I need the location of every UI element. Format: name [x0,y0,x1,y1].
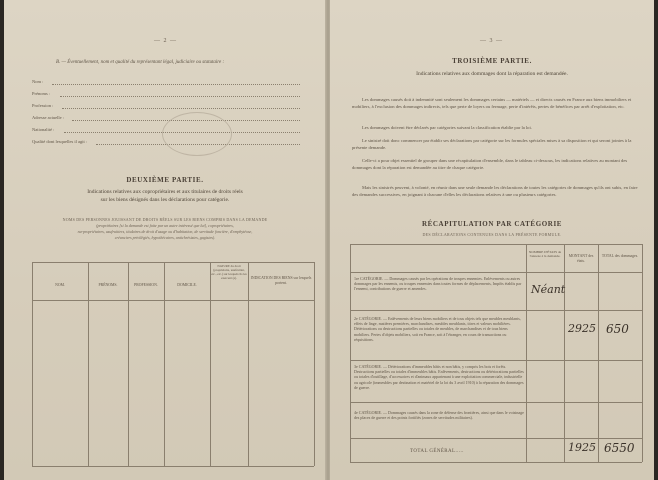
col-domicile: DOMICILE. [177,283,197,287]
field-nationalite: Nationalité : [32,127,55,132]
field-profession: Profession : [32,103,54,108]
left-page-number: — 2 — [154,38,177,44]
recap-col-count: NOMBRE D'ÉTATS de l'annexe à la demande. [528,250,562,259]
total-total: 6550 [604,441,635,455]
part-two-subtitle-1: Indications relatives aux copropriétaires et aux titulaires de droits réels [87,189,243,195]
field-prenoms: Prénoms : [32,91,51,96]
right-page [330,0,654,480]
category-2-label: 2e CATÉGORIE. — Enlèvements de leurs biens mobiliers et de tous objets tels que meubles meublants, effets de linge, matières premières, marchandises, meubles meublants, titres et valeurs mobilières. Détériorations ou destructions partielles ou totales de meubles, de marchandises et de tous biens mobiliers. Pertes d'objets mobiliers, soit en France, soit à l'étranger, en cours de transactions ou réquisitions. [354,316,521,342]
note-line-2: nu-propriétaires, usufruitiers, titulaires de droit d'usage ou d'habitation, de servitude foncière, d'emphytéose, [77,229,253,234]
recap-col-amount: MONTANT des états. [568,254,594,263]
right-page-number: — 3 — [480,38,503,44]
col-nature-droit: NATURE du droit (propriétaire, usufruitier, etc., etc.) sur lesquels ils les exercent (a). [211,264,247,280]
category-2-amount: 2925 [568,322,596,335]
col-prenoms: PRÉNOMS. [98,283,118,287]
table-bottom-rule [32,466,314,467]
section-b-title: B. — Éventuellement, nom et qualité du représentant légal, judiciaire ou statutaire : [56,60,225,65]
note-line-3: créanciers privilégiés, hypothécaires, antichrésistes, gagistes). [114,235,216,240]
field-nom-line [52,84,300,85]
paragraph-3: Le sinistré doit donc commencer par établir ses déclarations par catégorie sur les formules spéciales mises à sa disposition et qui seront jointes à la présente demande. [352,138,632,150]
recap-subtitle: DES DÉCLARATIONS CONTENUES DANS LA PRÉSENTE FORMULE. [422,232,562,237]
paragraph-4: Celle-ci a pour objet essentiel de grouper dans une récapitulation d'ensemble, dans le tableau ci-dessous, les indications relatives au montant des dommages dont la réparation est demandée au titre de chaque catégorie. [352,158,628,170]
category-2-total: 650 [606,322,629,336]
recap-col-total: TOTAL des dommages. [601,254,639,258]
left-page [4,0,326,480]
faded-stamp [162,112,232,156]
field-prenoms-line [60,96,300,97]
field-profession-line [62,108,300,109]
field-adresse: Adresse actuelle : [32,115,64,120]
paragraph-2: Les dommages doivent être déclarés par catégories suivant la classification établie par la loi. [362,125,532,130]
field-qualite: Qualité dont lesquelles il agit : [32,139,88,144]
total-label: TOTAL GÉNÉRAL..... [410,449,464,454]
category-1-count: Néant [531,283,566,296]
category-1-label: 1re CATÉGORIE. — Dommages causés par les opérations de troupes ennemies. Enlèvements ou autres dommages par les ennemis, ou troupes ennemies dans toutes formes de déplacements, Impôts établis par l'ennemi, contributions de guerre et amendes. [354,276,522,292]
note-line-1: (propriétaires [si la demande est faite par un autre intéressé que lui], copropriétaires, [96,223,234,228]
recap-title: RÉCAPITULATION PAR CATÉGORIE [421,220,563,228]
col-profession: PROFESSION. [134,283,158,287]
paragraph-5: Mais les sinistrés peuvent, à volonté, en réunir dans une seule demande les déclarations de toutes les catégories de dommages qu'ils ont subis, en faire des demandes successives, en joignant à chacune d'elles les déclarations relatives à une ou plusieurs catégories. [352,185,638,197]
category-4-label: 4e CATÉGORIE. — Dommages causés dans la zone de défense des frontières, ainsi que dans le voisinage des places de guerre et des points fortifiés (zones de servitudes militaires). [354,410,524,421]
paragraph-1: Les dommages causés doit à indemnité sont seulement les dommages certains — matériels — et directs causés en France aux biens immobiliers et mobiliers, à l'exclusion des dommages indirects, tels que perte de loyers ou fermage, perte d'intérêts, pertes de bénéfices par arrêt d'exploitation, etc. [352,97,632,109]
category-3-label: 3e CATÉGORIE. — Détériorations d'immeubles bâtis et non bâtis, y compris les bois et forêts. Destructions partielles ou totales d'immeubles bâtis. Enlèvements, destructions ou détériorations partielles ou totales d'outillage, d'accessoires et d'animaux appartenant à une exploitation commerciale, industrielle ou agricole (immeubles par destination et matériel de la loi du 3 avril 1910) à la réparation des dommages de guerre. [354,364,524,390]
col-nom: NOM. [55,283,65,287]
part-three-title: TROISIÈME PARTIE. [452,57,532,65]
table-top-rule [32,262,314,263]
part-two-subtitle-2: sur les biens désignés dans les déclarations pour catégorie. [100,197,230,203]
col-indication-biens: INDICATION DES BIENS sur lesquels portent. [250,276,312,285]
note-title: NOMS DES PERSONNES JOUISSANT DE DROITS RÉELS SUR LES BIENS COMPRIS DANS LA DEMANDE [62,217,268,222]
field-nom: Nom : [32,79,44,84]
table-header-rule [32,300,314,301]
part-three-subtitle: Indications relatives aux dommages dont la réparation est demandée. [416,71,568,77]
part-two-title: DEUXIÈME PARTIE. [126,176,204,184]
total-amount: 1925 [568,441,596,454]
